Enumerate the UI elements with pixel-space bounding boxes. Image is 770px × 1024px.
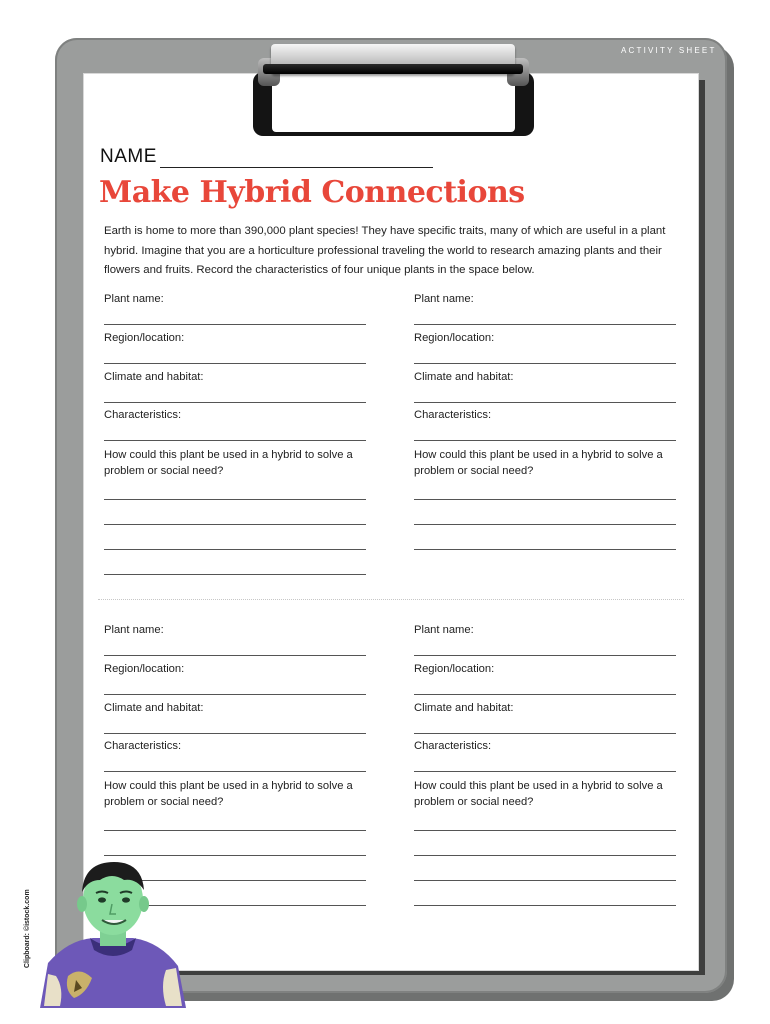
answer-line[interactable] [414,880,676,881]
characteristics-line[interactable] [104,771,366,772]
characteristics-label: Characteristics: [414,409,492,421]
answer-line[interactable] [104,855,366,856]
answer-line[interactable] [104,524,366,525]
name-field [100,146,433,168]
answer-line[interactable] [414,855,676,856]
hybrid-question: How could this plant be used in a hybrid to solve a problem or social need? [104,449,353,477]
name-input-line[interactable] [160,151,433,168]
plant-name-label: Plant name: [414,293,474,305]
answer-line[interactable] [104,549,366,550]
plant-name-label: Plant name: [414,624,474,636]
answer-line[interactable] [104,830,366,831]
hybrid-question: How could this plant be used in a hybrid to solve a problem or social need? [104,780,353,808]
plant-name-line[interactable] [104,324,366,325]
climate-label: Climate and habitat: [104,702,204,714]
hybrid-question: How could this plant be used in a hybrid to solve a problem or social need? [414,449,663,477]
answer-line[interactable] [414,905,676,906]
climate-label: Climate and habitat: [104,371,204,383]
region-line[interactable] [414,694,676,695]
characteristics-label: Characteristics: [414,740,492,752]
region-label: Region/location: [414,663,495,675]
characteristics-line[interactable] [414,440,676,441]
climate-line[interactable] [104,733,366,734]
plant-card-4 [414,622,676,912]
answer-line[interactable] [414,524,676,525]
plant-card-1 [104,291,366,581]
region-line[interactable] [414,363,676,364]
climate-line[interactable] [104,402,366,403]
answer-line[interactable] [104,574,366,575]
region-label: Region/location: [414,332,495,344]
region-label: Region/location: [104,663,185,675]
ear-left [77,896,87,912]
plant-name-line[interactable] [104,655,366,656]
ear-right [139,896,149,912]
climate-line[interactable] [414,733,676,734]
name-label: NAME [100,146,157,167]
climate-label: Climate and habitat: [414,371,514,383]
eye-right [122,897,130,902]
region-label: Region/location: [104,332,185,344]
image-credit: Clipboard: ©istock.com [24,889,31,968]
clip-band [263,64,523,74]
plant-card-2 [414,291,676,581]
plant-name-label: Plant name: [104,293,164,305]
characteristics-label: Characteristics: [104,409,182,421]
climate-label: Climate and habitat: [414,702,514,714]
plant-name-label: Plant name: [104,624,164,636]
clip-plate-cutout [272,72,515,132]
plant-name-line[interactable] [414,324,676,325]
plant-name-line[interactable] [414,655,676,656]
eye-left [98,897,106,902]
region-line[interactable] [104,363,366,364]
answer-line[interactable] [414,499,676,500]
hybrid-question: How could this plant be used in a hybrid to solve a problem or social need? [414,780,663,808]
intro-paragraph: Earth is home to more than 390,000 plant species! They have specific traits, many of which are useful in a plant hybrid. Imagine that you are a horticulture professional traveling the world to research amazing plants and their flowers and fruits. Record the characteristics of four unique plants in the space below. [104,225,666,276]
section-divider [98,599,684,600]
answer-line[interactable] [414,549,676,550]
characteristics-line[interactable] [414,771,676,772]
answer-line[interactable] [104,499,366,500]
activity-sheet-label: ACTIVITY SHEET [621,46,717,55]
climate-line[interactable] [414,402,676,403]
person-illustration [38,858,188,1008]
answer-line[interactable] [414,830,676,831]
page-title: Make Hybrid Connections [99,175,525,210]
characteristics-line[interactable] [104,440,366,441]
characteristics-label: Characteristics: [104,740,182,752]
region-line[interactable] [104,694,366,695]
